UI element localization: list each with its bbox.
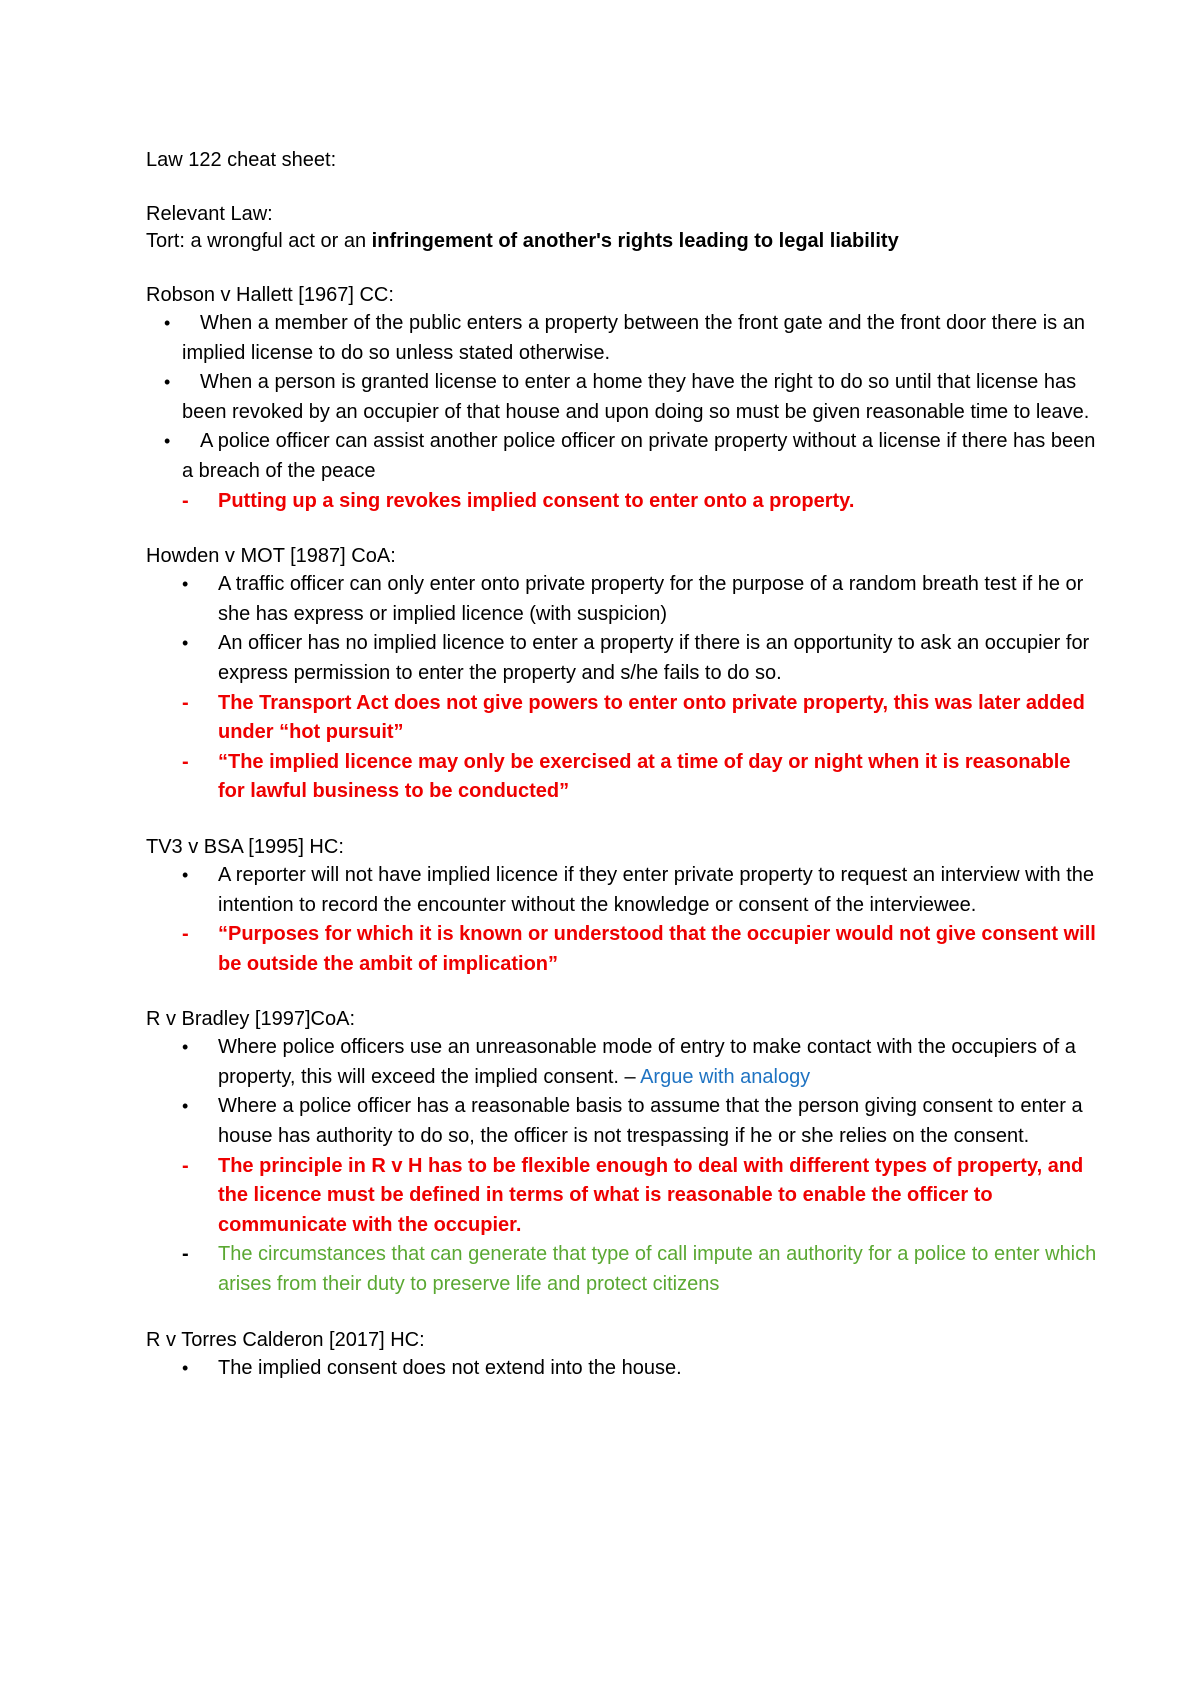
list-item: • An officer has no implied licence to enter a property if there is an opportunity to ask an occupier for express permission to enter the property and s/he fails to do so. [146,629,1100,688]
bullet-icon: • [164,372,171,393]
list-item: • Where police officers use an unreasonable mode of entry to make contact with the occupiers of a property, this will exceed the implied consent. – Argue with analogy [146,1033,1100,1092]
tort-prefix: Tort: a wrongful act or an [146,230,372,252]
bullet-icon: • [182,1096,189,1117]
dash-icon: - [182,923,189,946]
case-note: - The Transport Act does not give powers to enter onto private property, this was later added under “hot pursuit” [146,689,1100,748]
bullet-icon: • [182,1037,189,1058]
list-item: • When a member of the public enters a property between the front gate and the front door there is an implied license to do so unless stated otherwise. [146,309,1100,368]
relevant-law-heading: Relevant Law: [146,203,273,225]
dash-icon: - [182,1154,189,1177]
case-bullet-list [146,309,1100,516]
case-bullet-list [146,1033,1100,1299]
dash-icon: - [182,1243,189,1266]
bullet-icon: • [182,574,189,595]
list-item: • Where a police officer has a reasonable basis to assume that the person giving consent to enter a house has authority to do so, the officer is not trespassing if he or she relies on the consent. [146,1092,1100,1151]
bullet-icon: • [164,431,171,452]
tort-bold: infringement of another's rights leading to legal liability [371,230,899,252]
bullet-icon: • [182,864,189,885]
tort-definition [146,228,1100,255]
case-note: - The principle in R v H has to be flexible enough to deal with different types of property, and the licence must be defined in terms of what is reasonable to enable the officer to communicate with the occupier. [146,1152,1100,1241]
case-bullet-list [146,1354,1100,1384]
case-heading: TV3 v BSA [1995] HC: [146,835,344,858]
case-heading: R v Torres Calderon [2017] HC: [146,1328,425,1351]
case-heading: Robson v Hallett [1967] CC: [146,284,394,306]
bullet-icon: • [182,633,189,654]
list-item: • A police officer can assist another police officer on private property without a license if there has been a breach of the peace [146,427,1100,486]
argue-analogy-note: Argue with analogy [640,1065,811,1088]
case-heading: Howden v MOT [1987] CoA: [146,545,396,568]
bullet-icon: • [182,1357,189,1378]
document-title: Law 122 cheat sheet: [146,149,337,171]
list-item: • When a person is granted license to enter a home they have the right to do so until that license has been revoked by an occupier of that house and upon doing so must be given reasonable time to leave. [146,368,1100,427]
case-note: - “Purposes for which it is known or understood that the occupier would not give consent will be outside the ambit of implication” [146,920,1100,979]
case-note: - The circumstances that can generate that type of call impute an authority for a police to enter which arises from their duty to preserve life and protect citizens [146,1240,1100,1299]
dash-icon: - [182,691,189,714]
case-note: - “The implied licence may only be exercised at a time of day or night when it is reasonable for lawful business to be conducted” [146,748,1100,807]
case-bullet-list [146,570,1100,807]
dash-icon: - [182,489,189,512]
bullet-icon: • [164,313,171,333]
list-item: • A reporter will not have implied licence if they enter private property to request an interview with the intention to record the encounter without the knowledge or consent of the interviewee. [146,861,1100,920]
dash-icon: - [182,750,189,773]
list-item: • A traffic officer can only enter onto private property for the purpose of a random breath test if he or she has express or implied licence (with suspicion) [146,570,1100,629]
case-bullet-list [146,861,1100,979]
case-note: - Putting up a sing revokes implied consent to enter onto a property. [146,487,1100,517]
list-item: • The implied consent does not extend into the house. [146,1354,1100,1384]
case-heading: R v Bradley [1997]CoA: [146,1008,355,1031]
